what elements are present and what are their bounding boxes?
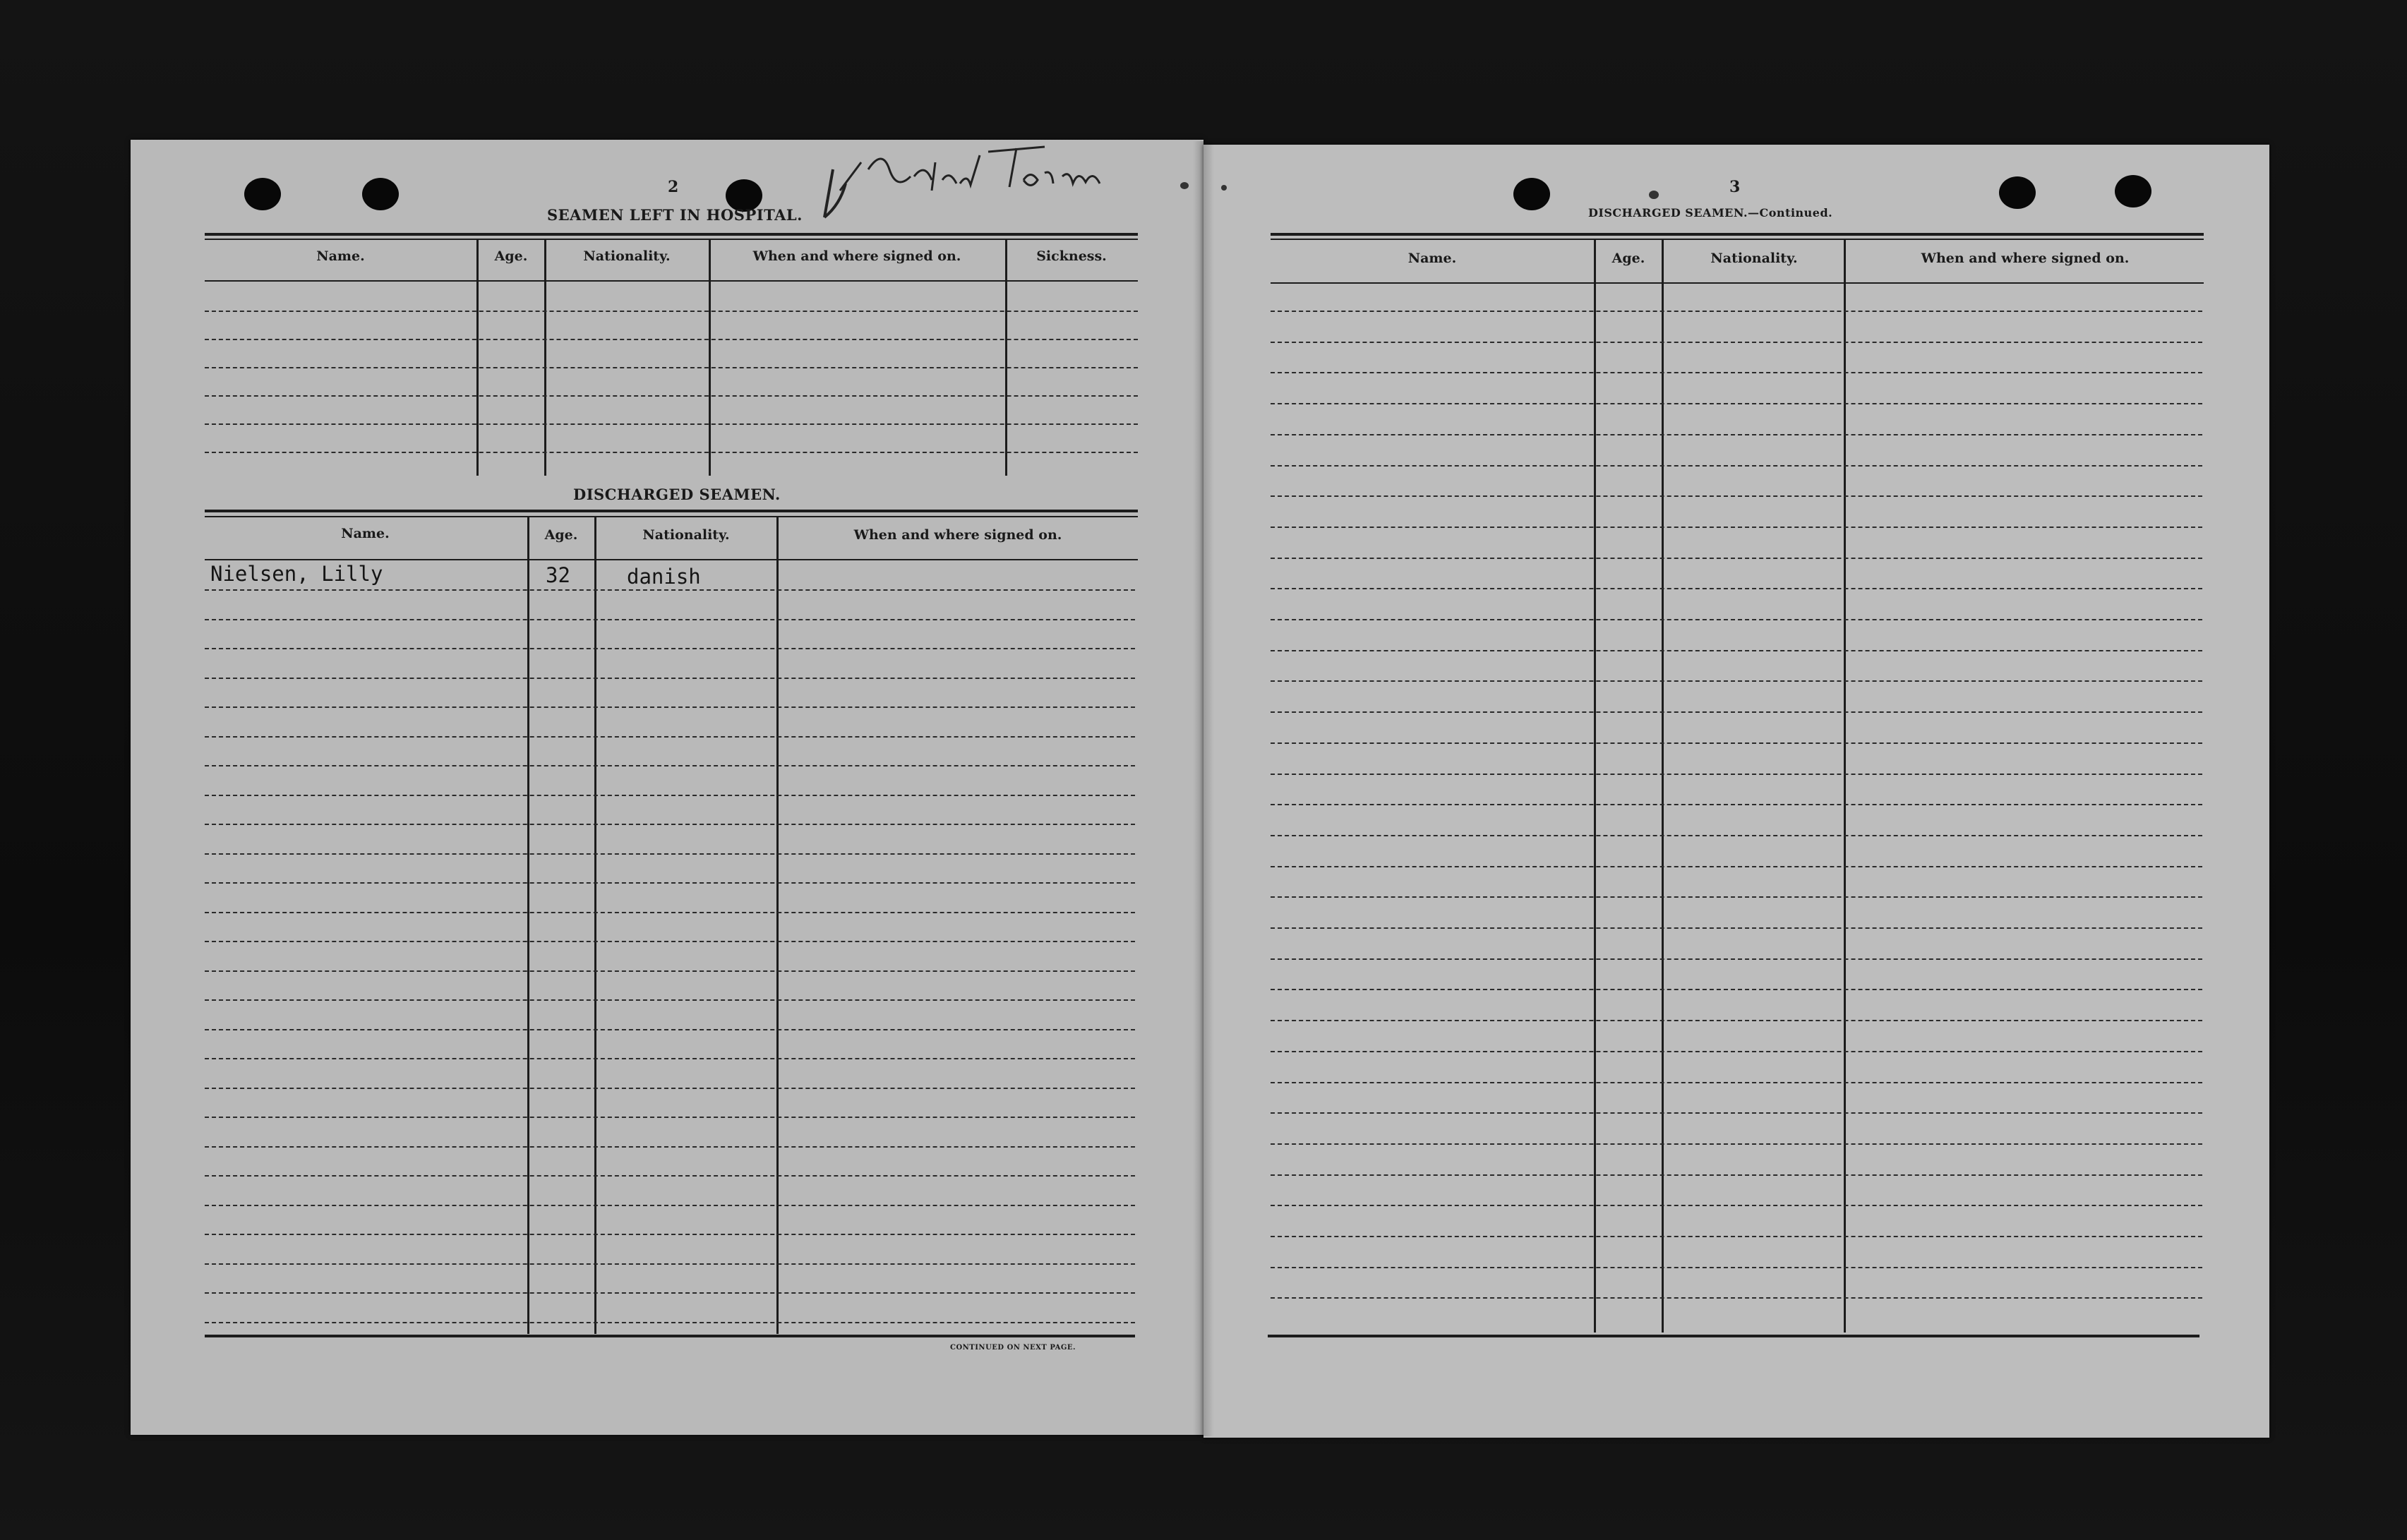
ruled-line [205,311,1138,312]
ruled-line [205,678,1135,679]
ruled-line [1271,896,2202,898]
ruled-line [205,1234,1135,1235]
ruled-line [1271,1174,2202,1176]
column-divider [527,517,529,1334]
column-header-signed-on: When and where signed on. [1921,251,2130,266]
entry-name: Nielsen, Lilly [210,562,383,586]
header-rule [205,559,1138,560]
ruled-line [1271,1051,2202,1052]
entry-nationality: danish [627,565,701,589]
ruled-line [1271,527,2202,528]
column-header-nationality: Nationality. [642,527,730,543]
ruled-line [1271,558,2202,559]
ruled-line [205,619,1135,620]
ruled-line [1271,1143,2202,1145]
ruled-line [1271,742,2202,744]
ruled-line [205,367,1138,368]
ruled-line [1271,804,2202,805]
column-header-signed-on: When and where signed on. [752,248,961,264]
discharged-section-title: DISCHARGED SEAMEN. [573,486,781,503]
table-rule [205,233,1138,236]
ruled-line [205,1292,1135,1294]
punch-hole [2115,175,2151,207]
ruled-line [1271,650,2202,651]
page-gutter [1193,141,1214,1436]
column-divider [594,517,596,1334]
ruled-line [205,395,1138,397]
ruled-line [1271,495,2202,497]
table-rule [205,510,1138,512]
right-section-title: DISCHARGED SEAMEN.—Continued. [1588,206,1833,219]
column-header-name: Name. [316,248,365,264]
ruled-line [1271,342,2202,343]
ruled-line [205,423,1138,425]
ruled-line [205,452,1138,453]
ink-speck [1180,182,1189,189]
column-divider [476,240,479,476]
table-rule [205,516,1138,517]
ruled-line [205,589,1135,591]
column-header-signed-on: When and where signed on. [853,527,1062,543]
ruled-line [205,882,1135,884]
page-number: 3 [1729,178,1741,196]
ruled-line [1271,1267,2202,1268]
column-divider [776,517,779,1334]
column-header-nationality: Nationality. [583,248,671,264]
ruled-line [205,912,1135,913]
ruled-line [1271,774,2202,775]
ruled-line [205,1175,1135,1177]
ruled-line [1271,403,2202,404]
punch-hole [1999,176,2036,209]
ruled-line [205,648,1135,649]
continued-note: CONTINUED ON NEXT PAGE. [950,1344,1076,1352]
ruled-line [1271,1236,2202,1237]
ruled-line [1271,927,2202,929]
ruled-line [205,1205,1135,1206]
ruled-line [1271,1205,2202,1206]
ruled-line [1271,1020,2202,1021]
ruled-line [205,1088,1135,1089]
column-header-age: Age. [544,527,578,543]
ruled-line [205,795,1135,796]
ruled-line [1271,680,2202,682]
ruled-line [1271,866,2202,867]
column-divider [544,240,546,476]
ruled-line [205,339,1138,340]
column-divider [709,240,711,476]
ruled-line [205,1322,1135,1323]
ruled-line [1271,434,2202,435]
entry-age: 32 [546,563,570,587]
table-rule [1271,233,2204,236]
column-header-age: Age. [494,248,528,264]
ruled-line [1271,619,2202,620]
handwritten-annotation [819,141,1115,226]
ruled-line [205,706,1135,708]
ruled-line [1271,311,2202,312]
header-rule [205,280,1138,282]
right-page [1204,145,2269,1438]
ruled-line [205,999,1135,1001]
ruled-line [205,765,1135,766]
ruled-line [1271,989,2202,990]
ruled-line [205,1117,1135,1118]
ruled-line [205,736,1135,738]
ink-speck [1221,185,1227,191]
punch-hole [362,178,399,210]
left-page [131,140,1204,1435]
header-rule [1271,282,2204,284]
ruled-line [205,824,1135,825]
column-header-name: Name. [341,526,390,541]
ruled-line [1271,465,2202,467]
hospital-section-title: SEAMEN LEFT IN HOSPITAL. [547,206,803,224]
ruled-line [1271,372,2202,373]
column-divider [1005,240,1007,476]
table-rule [205,239,1138,240]
table-bottom-rule [1268,1335,2199,1337]
page-number: 2 [668,178,680,196]
column-header-nationality: Nationality. [1710,251,1798,266]
table-rule [1271,239,2204,240]
ruled-line [205,1029,1135,1030]
ruled-line [205,853,1135,855]
ink-speck [1649,191,1659,199]
column-header-age: Age. [1611,251,1645,266]
column-header-name: Name. [1407,251,1457,266]
ruled-line [1271,711,2202,713]
ruled-line [1271,835,2202,836]
punch-hole [244,178,281,210]
punch-hole [1513,178,1550,210]
ruled-line [1271,958,2202,960]
ruled-line [205,1058,1135,1059]
ruled-line [1271,1082,2202,1083]
ruled-line [205,970,1135,972]
ruled-line [205,1263,1135,1265]
ruled-line [205,1146,1135,1148]
ruled-line [1271,1297,2202,1299]
table-bottom-rule [205,1335,1135,1337]
ruled-line [205,941,1135,942]
ruled-line [1271,588,2202,589]
ruled-line [1271,1112,2202,1114]
column-header-sickness: Sickness. [1036,248,1107,264]
